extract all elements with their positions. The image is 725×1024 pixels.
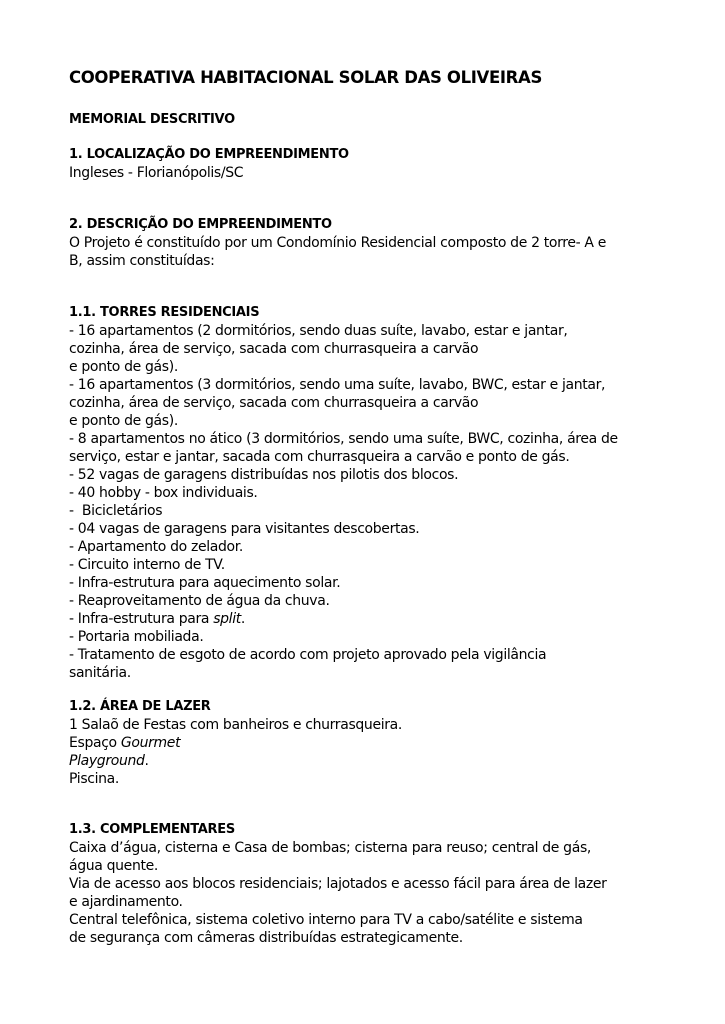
section-1-1-line: - Circuito interno de TV. (69, 557, 225, 573)
spacer (69, 129, 669, 146)
section-1-1-line: - 16 apartamentos (2 dormitórios, sendo duas suíte, lavabo, estar e jantar, (69, 323, 568, 339)
section-2-heading: 2. DESCRIÇÃO DO EMPREENDIMENTO (69, 217, 332, 232)
section-1-1-line: cozinha, área de serviço, sacada com churrasqueira a carvão (69, 341, 479, 357)
section-1-1-line: - Reaproveitamento de água da chuva. (69, 593, 330, 609)
split-word: split (213, 611, 241, 627)
section-1-2-line: 1 Salaõ de Festas com banheiros e churrasqueira. (69, 717, 402, 733)
document-title: COOPERATIVA HABITACIONAL SOLAR DAS OLIVEIRAS (69, 68, 542, 87)
section-1-2-heading: 1.2. ÁREA DE LAZER (69, 699, 211, 714)
section-1-1-line: - Tratamento de esgoto de acordo com projeto aprovado pela vigilância (69, 647, 547, 663)
section-1-2-line (69, 734, 669, 752)
section-1-3-line: Caixa d’água, cisterna e Casa de bombas; cisterna para reuso; central de gás, (69, 840, 591, 856)
section-1-3-line: e ajardinamento. (69, 894, 183, 910)
section-1-1-line: - Apartamento do zelador. (69, 539, 243, 555)
section-1-1-line: - Bicicletários (69, 503, 163, 519)
section-1-3-line: Central telefônica, sistema coletivo interno para TV a cabo/satélite e sistema (69, 912, 583, 928)
gourmet-prefix: Espaço (69, 735, 121, 751)
section-1-1-line: - Portaria mobiliada. (69, 629, 204, 645)
section-1-3-heading: 1.3. COMPLEMENTARES (69, 822, 235, 837)
section-1-1-line: e ponto de gás). (69, 413, 178, 429)
section-1-2-line: Piscina. (69, 771, 120, 787)
split-suffix: . (240, 611, 246, 627)
section-1-1-split-line (69, 610, 669, 628)
section-1-1-heading: 1.1. TORRES RESIDENCIAIS (69, 305, 260, 320)
split-prefix: - Infra-estrutura para (69, 611, 214, 627)
spacer (69, 682, 669, 698)
section-1-1-line: - 8 apartamentos no ático (3 dormitórios, sendo uma suíte, BWC, cozinha, área de (69, 431, 618, 447)
spacer (69, 182, 669, 216)
spacer (69, 788, 669, 821)
section-1-1-line: sanitária. (69, 665, 131, 681)
playground-suffix: . (144, 753, 149, 769)
section-1-text: Ingleses - Florianópolis/SC (69, 165, 244, 181)
section-2-line: B, assim constituídas: (69, 253, 215, 269)
spacer (69, 270, 669, 304)
section-1-3-line: de segurança com câmeras distribuídas estrategicamente. (69, 930, 463, 946)
section-1-1-line: - 40 hobby - box individuais. (69, 485, 258, 501)
section-1-3-line: água quente. (69, 858, 158, 874)
section-1-1-line: - 16 apartamentos (3 dormitórios, sendo uma suíte, lavabo, BWC, estar e jantar, (69, 377, 606, 393)
section-1-1-line: - Infra-estrutura para aquecimento solar. (69, 575, 341, 591)
section-1-1-line: cozinha, área de serviço, sacada com churrasqueira a carvão (69, 395, 479, 411)
gourmet-word: Gourmet (120, 735, 181, 751)
section-1-1-line: e ponto de gás). (69, 359, 178, 375)
document-subtitle: MEMORIAL DESCRITIVO (69, 112, 235, 127)
section-1-heading: 1. LOCALIZAÇÃO DO EMPREENDIMENTO (69, 147, 349, 162)
section-2-line: O Projeto é constituído por um Condomínio Residencial composto de 2 torre- A e (69, 235, 607, 251)
playground-word: Playground (69, 753, 145, 769)
section-1-1-line: - 04 vagas de garagens para visitantes descobertas. (69, 521, 420, 537)
section-1-3-line: Via de acesso aos blocos residenciais; lajotados e acesso fácil para área de lazer (69, 876, 607, 892)
section-1-1-line: - 52 vagas de garagens distribuídas nos pilotis dos blocos. (69, 467, 459, 483)
section-1-1-line: serviço, estar e jantar, sacada com churrasqueira a carvão e ponto de gás. (69, 449, 570, 465)
section-1-2-line (69, 752, 669, 770)
document-page (69, 66, 669, 947)
